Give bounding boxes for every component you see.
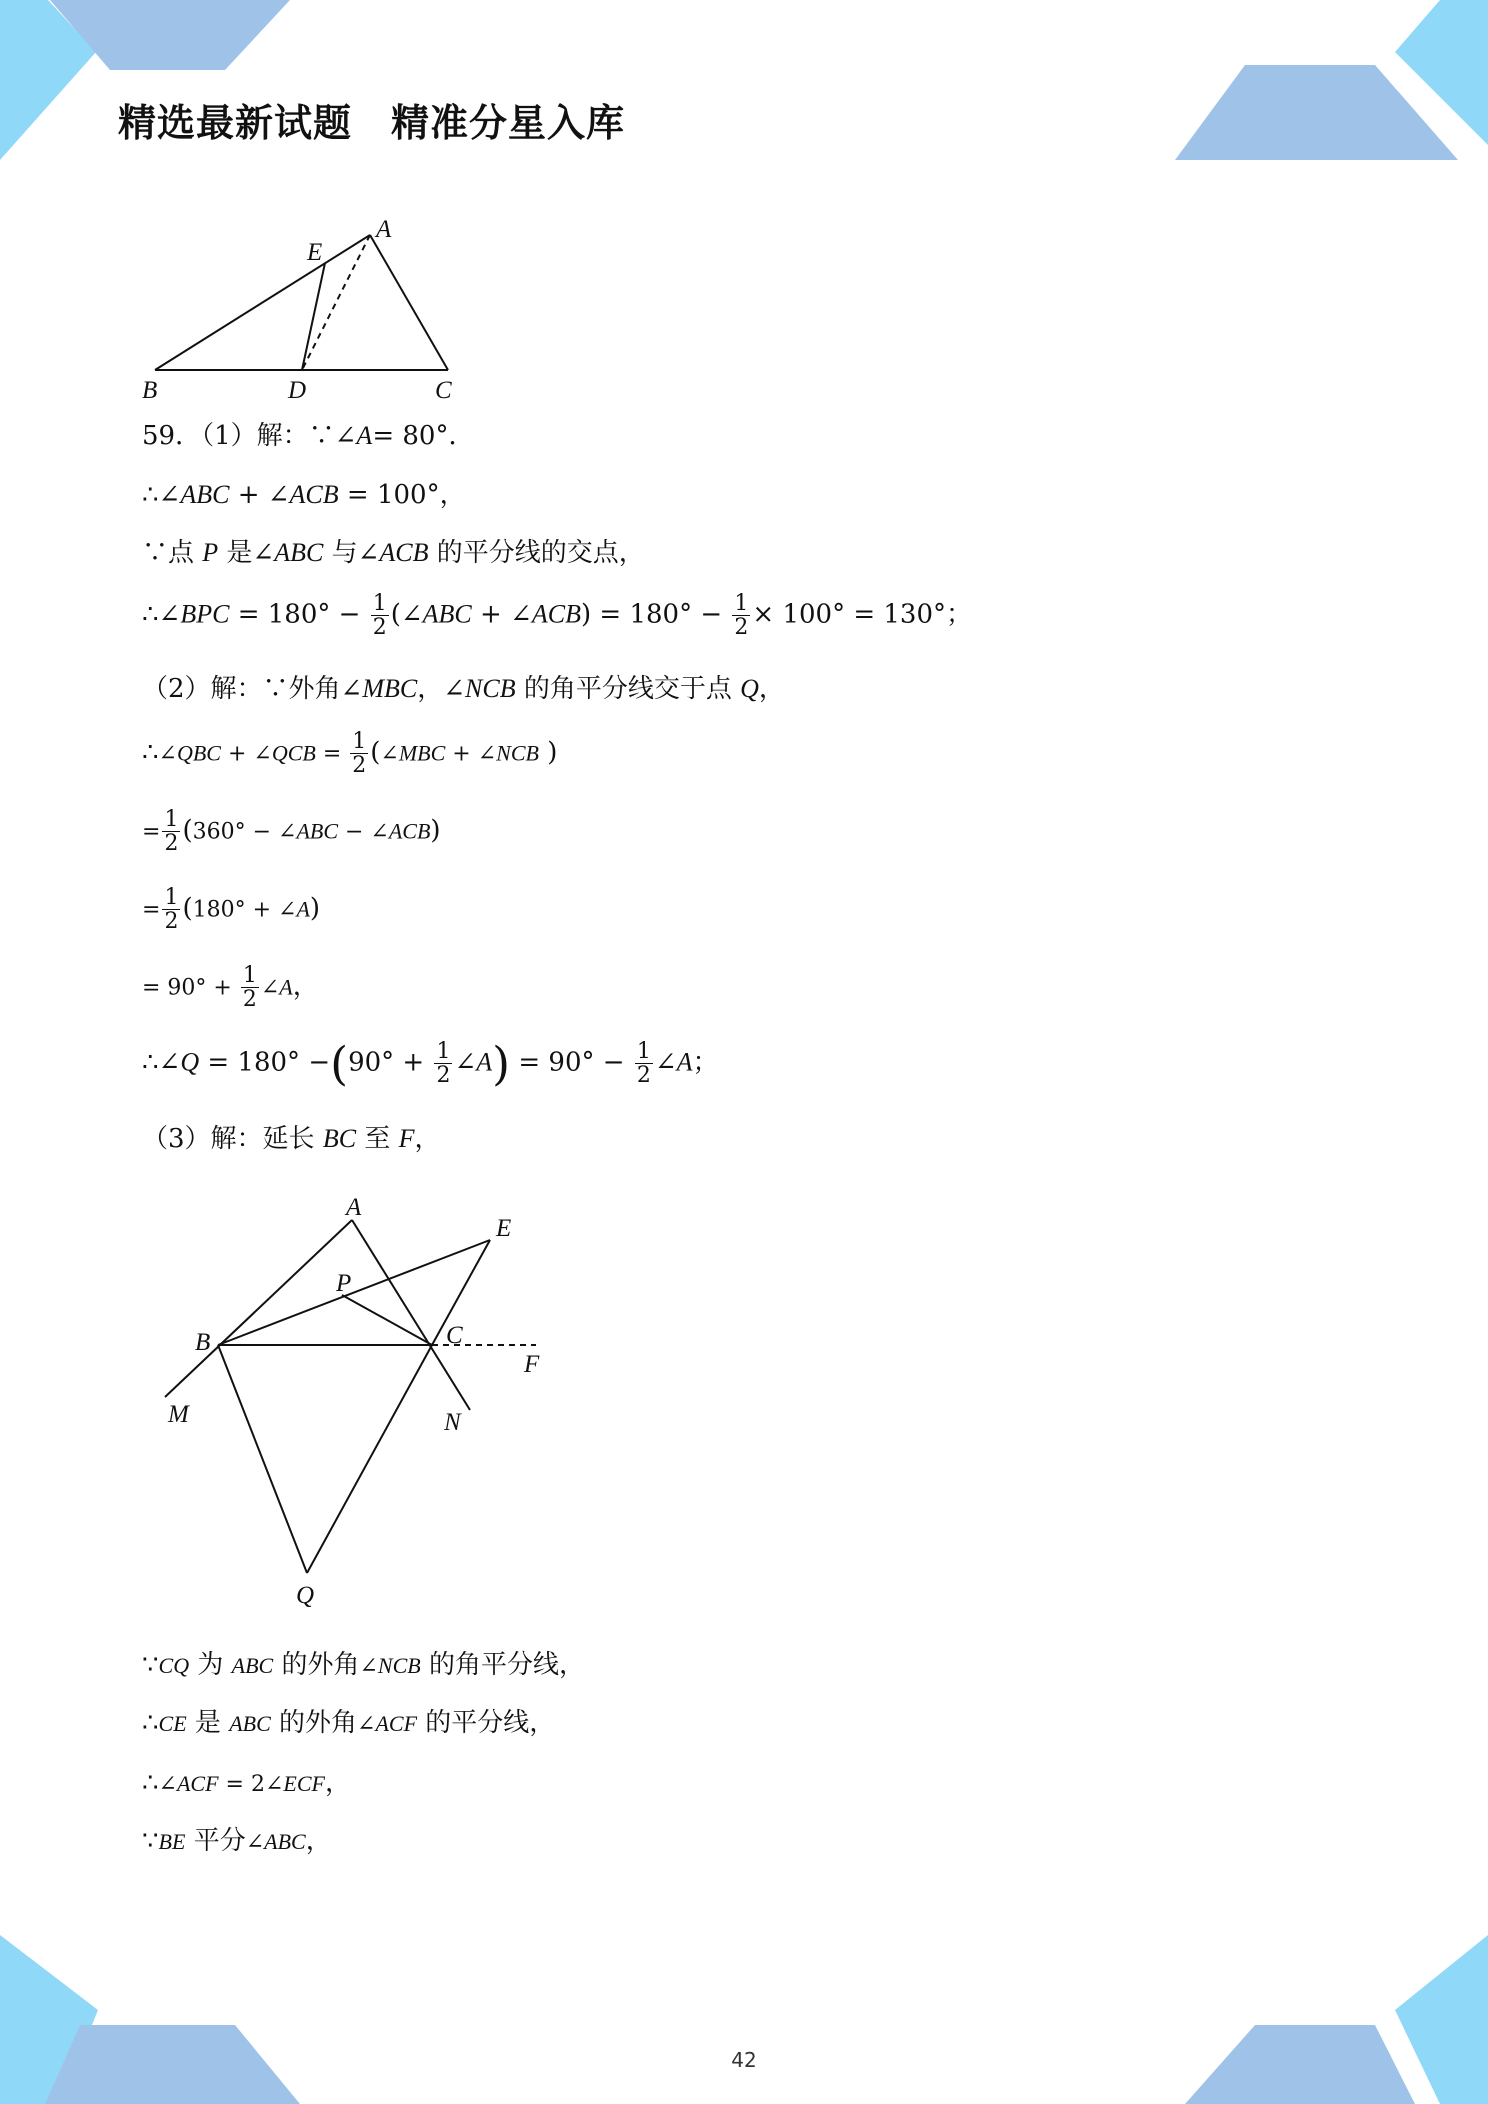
solution-line-8: = $\frac{1}{2}$ (180° + ∠A) bbox=[142, 885, 321, 935]
solution-line-15: ∵BE 平分∠ABC， bbox=[142, 1826, 332, 1856]
solution-line-7: = $\frac{1}{2}$ (360° − ∠ABC − ∠ACB) bbox=[142, 807, 441, 857]
page-number: 42 bbox=[731, 2048, 757, 2072]
solution-line-13: ∴CE 是 ABC 的外角∠ACF 的平分线， bbox=[142, 1708, 556, 1738]
label-Q: Q bbox=[296, 1582, 315, 1609]
solution-line-6: ∴∠QBC + ∠QCB = $\frac{1}{2}$ (∠MBC + ∠NCB ) bbox=[142, 729, 558, 779]
label-B: B bbox=[195, 1329, 211, 1356]
segment-ED bbox=[302, 263, 325, 370]
label-B: B bbox=[142, 377, 158, 404]
header-title: 精选最新试题 精准分星入库 bbox=[118, 101, 626, 145]
label-A: A bbox=[346, 1194, 362, 1221]
label-C: C bbox=[435, 377, 452, 404]
triangle-figure-1 bbox=[130, 210, 470, 410]
solution-line-4: ∴∠BPC = 180° − $\frac{1}{2}$ (∠ABC + ∠ACB) = 180° − $\frac{1}{2}$ × 100° = 130°； bbox=[142, 591, 973, 641]
label-M: M bbox=[168, 1401, 189, 1428]
solution-line-10: ∴∠Q = 180° −(90° + $\frac{1}{2}$ ∠A) = 90° − $\frac{1}{2}$ ∠A； bbox=[142, 1036, 719, 1091]
corner-trapezoid-top-right bbox=[1175, 65, 1458, 160]
label-E: E bbox=[307, 239, 323, 266]
solution-line-3: ∵点 P 是∠ABC 与∠ACB 的平分线的交点， bbox=[142, 538, 645, 568]
label-F: F bbox=[524, 1351, 540, 1378]
segment-PC bbox=[342, 1295, 432, 1345]
label-P: P bbox=[336, 1270, 352, 1297]
segment-BA bbox=[155, 235, 370, 370]
solution-line-5: （2）解：∵外角∠MBC，∠NCB 的角平分线交于点 Q， bbox=[142, 674, 785, 704]
segment-CQ bbox=[307, 1345, 432, 1573]
solution-line-1: 59．（1）解：∵∠A= 80°． bbox=[142, 421, 475, 451]
solution-line-12: ∵CQ 为 ABC 的外角∠NCB 的角平分线， bbox=[142, 1650, 585, 1680]
line-MA bbox=[165, 1220, 352, 1397]
segment-AC bbox=[370, 235, 448, 370]
corner-triangle-bottom-right bbox=[1395, 1935, 1488, 2104]
segment-BQ bbox=[218, 1345, 307, 1573]
solution-line-14: ∴∠ACF = 2∠ECF， bbox=[142, 1768, 351, 1798]
solution-line-9: = 90° + $\frac{1}{2}$ ∠A， bbox=[142, 963, 319, 1013]
label-E: E bbox=[496, 1215, 512, 1242]
label-D: D bbox=[288, 377, 307, 404]
triangle-figure-2 bbox=[150, 1190, 570, 1610]
solution-line-11: （3）解：延长 BC 至 F， bbox=[142, 1124, 441, 1154]
label-C: C bbox=[446, 1322, 463, 1349]
label-N: N bbox=[444, 1409, 461, 1436]
label-A: A bbox=[376, 216, 392, 243]
solution-line-2: ∴∠ABC + ∠ACB = 100°， bbox=[142, 480, 466, 510]
